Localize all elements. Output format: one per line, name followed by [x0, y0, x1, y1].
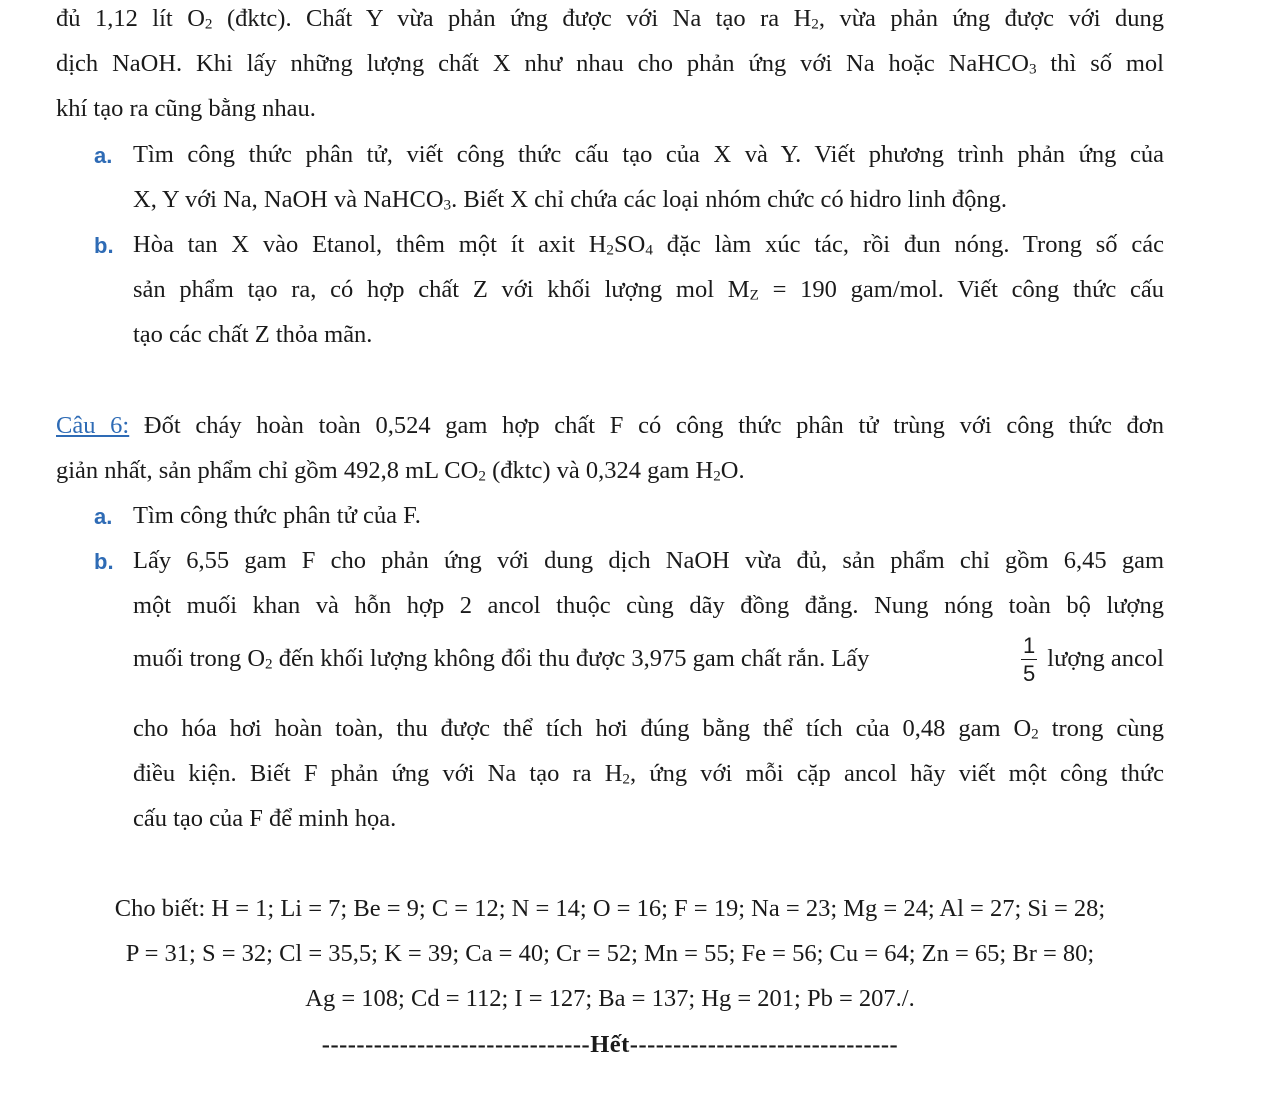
end-marker: -------------------------------Hết------------------------------- [321, 1031, 899, 1058]
q6b-line-2: một muối khan và hỗn hợp 2 ancol thuộc cùng dãy đồng đẳng. Nung nóng toàn bộ lượng [133, 592, 1164, 619]
atomic-mass-line-3: Ag = 108; Cd = 112; I = 127; Ba = 137; Hg = 201; Pb = 207./. [305, 985, 915, 1012]
question-6-title: Câu 6: [56, 412, 130, 439]
q6b-line-3: muối trong $O_2$ đến khối lượng không đổi thu được 3,975 gam chất rắn. Lấy $\frac{1}{5}$ lượng ancol [133, 633, 1164, 687]
intro-line-1: đủ 1,12 lít $O_2$ (đktc). Chất Y vừa phản ứng được với Na tạo ra $H_2$, vừa phản ứng được với dung [56, 5, 1164, 33]
q5b-line-3: tạo các chất Z thỏa mãn. [133, 321, 373, 348]
item-label-a: a. [94, 143, 113, 168]
q5b-line-2: sản phẩm tạo ra, có hợp chất Z với khối lượng mol $M_Z = 190$ gam/mol. Viết công thức cấu [133, 276, 1164, 304]
fraction-one-fifth: $\frac{1}{5}$ [1023, 633, 1036, 687]
item-label-a: a. [94, 504, 113, 529]
atomic-mass-line-1: Cho biết: H = 1; Li = 7; Be = 9; C = 12; N = 14; O = 16; F = 19; Na = 23; Mg = 24; Al = 27; Si = 28; [114, 895, 1106, 922]
q6-line-1: Câu 6: Đốt cháy hoàn toàn 0,524 gam hợp chất F có công thức phân tử trùng với công thức đơn [56, 412, 1164, 439]
q5a-line-2: X, Y với Na, NaOH và NaHCO$_3$. Biết X chỉ chứa các loại nhóm chức có hidro linh động. [133, 186, 1008, 214]
item-label-b: b. [94, 549, 114, 574]
q6b-line-4: cho hóa hơi hoàn toàn, thu được thể tích hơi đúng bằng thể tích của 0,48 gam $O_2$ trong cùng [133, 715, 1164, 743]
q6a-text: Tìm công thức phân tử của F. [133, 502, 421, 529]
q6-line-2: giản nhất, sản phẩm chỉ gồm 492,8 mL $CO_2$ (đktc) và 0,324 gam $H_2O$. [56, 457, 745, 485]
q6b-line-6: cấu tạo của F để minh họa. [133, 805, 397, 832]
atomic-mass-line-2: P = 31; S = 32; Cl = 35,5; K = 39; Ca = 40; Cr = 52; Mn = 55; Fe = 56; Cu = 64; Zn = 65; Br = 80; [125, 940, 1095, 967]
item-label-b: b. [94, 233, 114, 258]
q5b-line-1: Hòa tan X vào Etanol, thêm một ít axit $H_2SO_4$ đặc làm xúc tác, rồi đun nóng. Trong số các [133, 231, 1164, 259]
intro-line-3: khí tạo ra cũng bằng nhau. [56, 95, 316, 122]
intro-line-2: dịch NaOH. Khi lấy những lượng chất X như nhau cho phản ứng với Na hoặc NaHCO$_3$ thì số mol [56, 50, 1164, 78]
q5a-line-1: Tìm công thức phân tử, viết công thức cấu tạo của X và Y. Viết phương trình phản ứng của [133, 141, 1164, 168]
q6b-line-5: điều kiện. Biết F phản ứng với Na tạo ra $H_2$, ứng với mỗi cặp ancol hãy viết một công thức [133, 760, 1164, 788]
q6b-line-1: Lấy 6,55 gam F cho phản ứng với dung dịch NaOH vừa đủ, sản phẩm chỉ gồm 6,45 gam [133, 547, 1164, 574]
